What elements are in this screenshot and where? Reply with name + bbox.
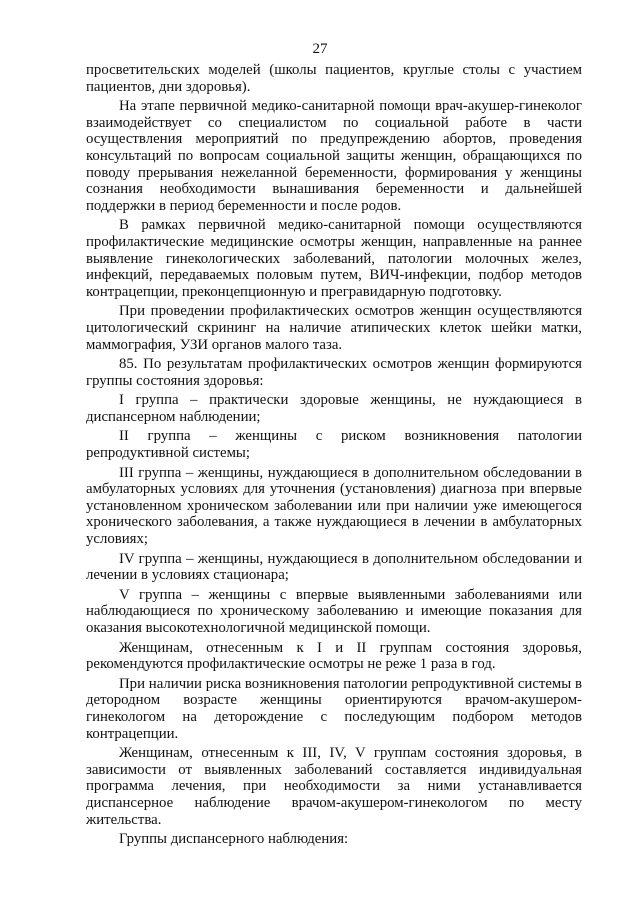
paragraph: Группы диспансерного наблюдения: — [119, 831, 349, 848]
paragraph: Женщинам, отнесенным к III, IV, V группам состояния здоровья, в зависимости от выявленных заболеваний составляется индивидуальная программа лечения, при необходимости за ними устанавливается диспансерное наблюдение врачом-акушером-гинекологом по месту жительства. — [86, 745, 582, 828]
paragraph: Женщинам, отнесенным к I и II группам состояния здоровья, рекомендуются профилактические осмотры не реже 1 раза в год. — [86, 639, 582, 673]
paragraph: IV группа – женщины, нуждающиеся в дополнительном обследовании и лечении в условиях стационара; — [86, 550, 582, 584]
paragraph: При проведении профилактических осмотров женщин осуществляются цитологический скрининг на наличие атипических клеток шейки матки, маммография, УЗИ органов малого таза. — [86, 303, 582, 353]
body-text — [86, 62, 582, 851]
page-number: 27 — [312, 41, 328, 57]
paragraph: 85. По результатам профилактических осмотров женщин формируются группы состояния здоровья: — [86, 356, 582, 389]
paragraph: V группа – женщины с впервые выявленными заболеваниями или наблюдающиеся по хроническому заболеванию и имеющие показания для оказания высокотехнологичной медицинской помощи. — [86, 586, 582, 636]
paragraph: просветительских моделей (школы пациентов, круглые столы с участием пациентов, дни здоровья). — [86, 62, 582, 95]
paragraph: При наличии риска возникновения патологии репродуктивной системы в детородном возрасте женщины ориентируются врачом-акушером-гинекологом на деторождение с последующим подбором методов контрацепции. — [86, 675, 582, 742]
paragraph: На этапе первичной медико-санитарной помощи врач-акушер-гинеколог взаимодействует со специалистом по социальной работе в части осуществления мероприятий по предупреждению абортов, проведения консультаций по вопросам социальной защиты женщин, обращающихся по поводу прерывания нежеланной беременности, формирования у женщины сознания необходимости вынашивания беременности и дальнейшей поддержки в период беременности и после родов. — [86, 98, 582, 214]
paragraph: I группа – практически здоровые женщины, не нуждающиеся в диспансерном наблюдении; — [86, 392, 582, 425]
paragraph: В рамках первичной медико-санитарной помощи осуществляются профилактические медицинские осмотры женщин, направленные на раннее выявление гинекологических заболеваний, патологии молочных желез, инфекций, передаваемых половым путем, ВИЧ-инфекции, подбор методов контрацепции, преконцепционную и прегравидарную подготовку. — [86, 217, 582, 300]
paragraph: II группа – женщины с риском возникновения патологии репродуктивной системы; — [86, 428, 582, 462]
paragraph: III группа – женщины, нуждающиеся в дополнительном обследовании в амбулаторных условиях для уточнения (установления) диагноза при впервые установленном хроническом заболевании или при наличии уже имеющегося хронического заболевания, а также нуждающиеся в лечении в амбулаторных условиях; — [86, 464, 582, 548]
